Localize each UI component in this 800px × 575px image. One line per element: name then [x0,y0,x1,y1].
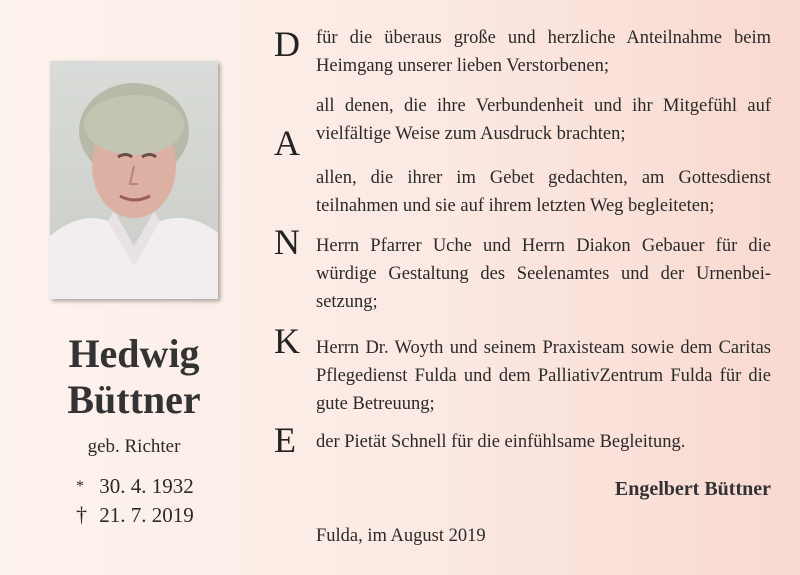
thanks-paragraph: allen, die ihrer im Gebet gedachten, am Gottesdienst teilnahmen und sie auf ihrem letzten Weg begleiteten; [316,168,771,216]
death-date: 21. 7. 2019 [99,503,194,527]
birth-date: 30. 4. 1932 [99,474,194,498]
danke-letter-k: K [274,321,300,361]
danke-letter-n: N [274,222,300,262]
death-cross-icon: † [76,502,87,527]
thanks-paragraph: all denen, die ihre Verbundenheit und ihr Mitgefühl auf vielfältige Weise zum Ausdruck brachten; [316,96,771,144]
portrait-photo [50,61,218,299]
portrait-image [50,61,218,299]
birth-star-icon: * [76,478,84,495]
life-dates [76,472,194,529]
maiden-name: geb. Richter [87,436,181,457]
danke-letter-e: E [274,420,296,460]
thanks-paragraph: Herrn Pfarrer Uche und Herrn Diakon Gebauer für die würdige Gestaltung des Seelenamtes und der Urnenbei-setzung; [316,236,771,312]
thanks-paragraph: der Pietät Schnell für die einfühlsame Begleitung. [316,432,686,452]
death-date-row [76,501,194,529]
signature: Engelbert Büttner [614,478,771,500]
deceased-first-name: Hedwig [68,331,200,376]
thanks-paragraph: für die überaus große und herzliche Anteilnahme beim Heimgang unserer lieben Verstorbenen; [316,28,771,76]
birth-date-row [76,472,194,501]
danke-letter-a: A [274,123,300,163]
danke-letter-d: D [274,24,300,64]
thanks-paragraph: Herrn Dr. Woyth und seinem Praxisteam sowie dem Caritas Pflegedienst Fulda und dem PalliativZentrum Fulda für die gute Betreuung; [316,338,771,414]
place-date: Fulda, im August 2019 [316,526,486,546]
deceased-last-name: Büttner [67,377,201,422]
